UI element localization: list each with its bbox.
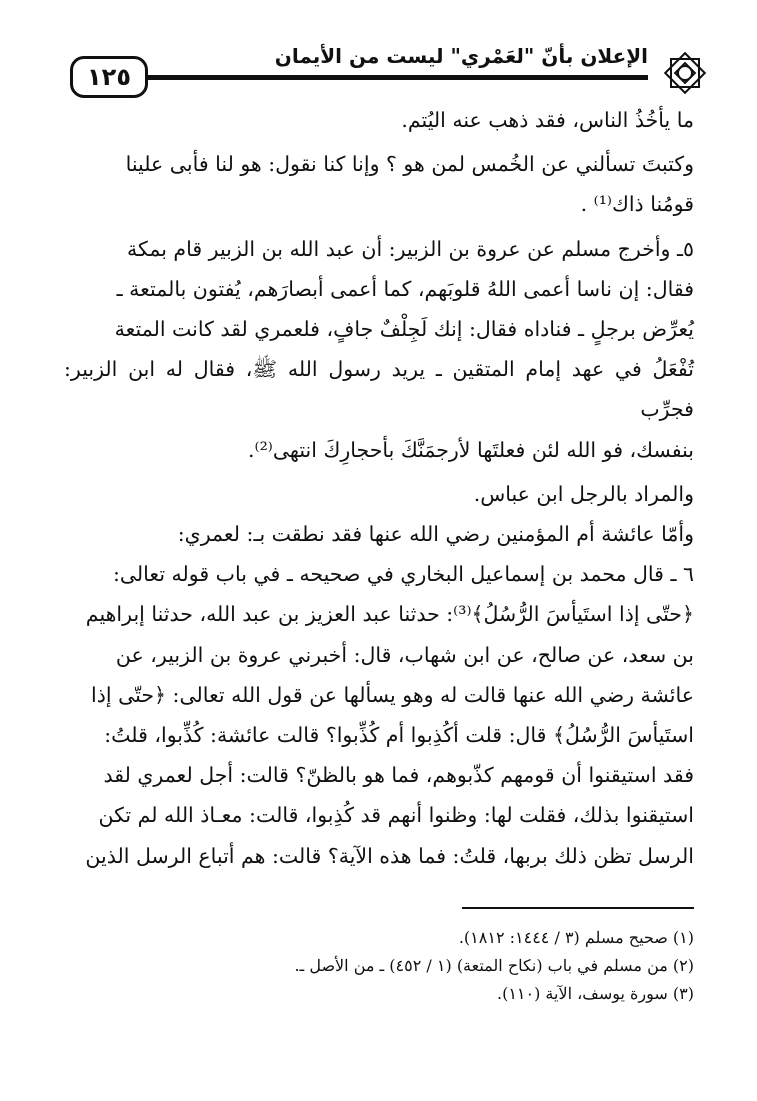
eight-point-star-ornament-icon: [660, 48, 710, 98]
text-line: عائشة رضي الله عنها قالت له وهو يسألها عن قول الله تعالى: ﴿حتّى إذا: [91, 682, 694, 707]
text-line: وأمّا عائشة أم المؤمنين رضي الله عنها فقد نطقت بـ: لعمري:: [177, 522, 694, 547]
text-line: يُعرِّض برجلٍ ـ فناداه فقال: إنك لَجِلْفٌ جافٍ، فلعمري لقد كانت المتعة: [114, 317, 694, 342]
footnote: (١) صحيح مسلم (٣ / ١٤٤٤: ١٨١٢).: [458, 928, 694, 947]
text-line: ٦ ـ قال محمد بن إسماعيل البخاري في صحيحه ـ في باب قوله تعالى:: [112, 562, 694, 587]
text-line: والمراد بالرجل ابن عباس.: [473, 481, 694, 506]
text-line: ما يأخُذُ الناس، فقد ذهب عنه اليُتم.: [401, 108, 694, 132]
text-line: استَيأسَ الرُّسُلُ﴾ قال: قلت أكُذِبوا أم كُذِّبوا؟ قالت عائشة: كُذِّبوا، قلتُ:: [104, 723, 694, 748]
text-line: قومُنا ذاك⁽¹⁾ .: [580, 192, 694, 217]
text-line: بن سعد، عن صالح، عن ابن شهاب، قال: أخبرني عروة بن الزبير، عن: [115, 642, 694, 667]
running-title: الإعلان بأنّ "لعَمْري" ليست من الأيمان: [274, 44, 648, 68]
footnote-separator: [462, 907, 694, 909]
text-line: فقال: إن ناسا أعمى اللهُ قلوبَهم، كما أعمى أبصارَهم، يُفتون بالمتعة ـ: [116, 276, 694, 301]
text-line: فقد استيقنوا أن قومهم كذّبوهم، فما هو بالظنّ؟ قالت: أجل لعمري لقد: [103, 763, 694, 788]
text-line: وكتبتَ تسألني عن الخُمس لمن هو ؟ وإنا كنا نقول: هو لنا فأبى علينا: [125, 152, 694, 177]
text-line: تُفْعَلُ في عهد إمام المتقين ـ يريد رسول الله ﷺ، فقال له ابن الزبير: فجرِّب: [64, 357, 694, 422]
header-rule: [138, 75, 648, 80]
footnote: (٢) من مسلم في باب (نكاح المتعة) (١ / ٤٥٢) ـ من الأصل ـ.: [294, 956, 694, 975]
text-line: بنفسك، فو الله لئن فعلتَها لأرجمَنَّكَ بأحجارِكَ انتهى⁽²⁾.: [248, 437, 694, 462]
text-line: استيقنوا بذلك، فقلت لها: وظنوا أنهم قد كُذِبوا، قالت: معـاذ الله لم تكن: [98, 803, 694, 828]
text-line: الرسل تظن ذلك بربها، قلتُ: فما هذه الآية؟ قالت: هم أتباع الرسل الذين: [85, 843, 694, 868]
text-line: ﴿حتّى إذا استَيأسَ الرُّسُلُ﴾⁽³⁾: حدثنا عبد العزيز بن عبد الله، حدثنا إبراهيم: [85, 602, 694, 627]
page-header: [60, 36, 710, 98]
footnotes: [64, 924, 694, 1008]
main-text: [64, 100, 694, 876]
page-number: ١٢٥: [70, 56, 148, 98]
text-line: ٥ـ وأخرج مسلم عن عروة بن الزبير: أن عبد الله بن الزبير قام بمكة: [127, 236, 694, 261]
footnote: (٣) سورة يوسف، الآية (١١٠).: [496, 984, 694, 1003]
